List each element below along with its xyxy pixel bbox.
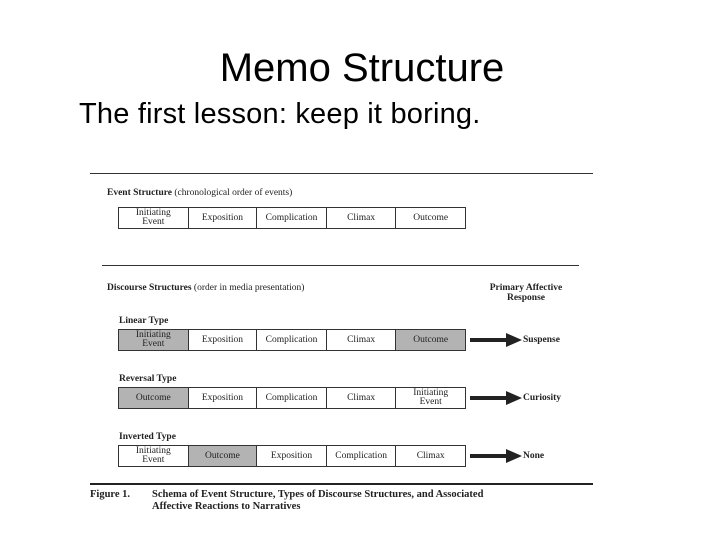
reversal-cell-1: Outcome <box>119 388 189 408</box>
event-cell-exposition: Exposition <box>189 208 258 228</box>
linear-cell-4: Climax <box>327 330 397 350</box>
event-cell-complication: Complication <box>257 208 327 228</box>
linear-cell-2: Exposition <box>189 330 258 350</box>
inverted-cell-5: Climax <box>416 450 445 461</box>
linear-response-suspense: Suspense <box>523 335 560 345</box>
discourse-structures-heading <box>107 282 304 294</box>
figure-caption-line1: Schema of Event Structure, Types of Discourse Structures, and Associated <box>152 489 484 500</box>
slide-subtitle: The first lesson: keep it boring. <box>79 98 481 130</box>
linear-cell-3: Complication <box>257 330 327 350</box>
discourse-structures-label: Discourse Structures <box>107 283 192 293</box>
inverted-cell-3: Exposition <box>257 446 327 466</box>
figure-top-rule <box>90 173 593 174</box>
inverted-cell-2: Outcome <box>189 446 258 466</box>
event-structure-note: (chronological order of events) <box>174 188 293 198</box>
event-structure-heading <box>107 187 292 199</box>
linear-type-label: Linear Type <box>119 316 169 326</box>
inverted-type-label: Inverted Type <box>119 432 176 442</box>
slide-title: Memo Structure <box>219 46 505 90</box>
figure-bottom-rule <box>90 483 593 485</box>
reversal-cell-5: Initiating Event <box>413 388 449 407</box>
reversal-type-row <box>118 387 466 409</box>
reversal-cell-3: Complication <box>257 388 327 408</box>
inverted-cell-4: Complication <box>327 446 397 466</box>
figure-caption-line2: Affective Reactions to Narratives <box>152 501 301 512</box>
event-cell-climax: Climax <box>327 208 397 228</box>
event-cell-outcome: Outcome <box>413 212 449 223</box>
inverted-arrow-icon <box>470 449 522 463</box>
linear-cell-5: Outcome <box>396 330 465 350</box>
linear-cell-1: Initiating Event <box>119 330 189 350</box>
figure-caption <box>90 489 600 513</box>
figure-caption-label: Figure 1. <box>90 489 131 500</box>
discourse-structures-note: (order in media presentation) <box>193 283 305 293</box>
section-divider-rule <box>102 265 579 266</box>
inverted-cell-1: Initiating Event <box>119 446 189 466</box>
reversal-response-curiosity: Curiosity <box>523 393 561 403</box>
reversal-type-label: Reversal Type <box>119 374 177 384</box>
reversal-cell-4: Climax <box>327 388 397 408</box>
event-structure-label: Event Structure <box>107 188 172 198</box>
reversal-arrow-icon <box>470 391 522 405</box>
reversal-cell-2: Exposition <box>189 388 258 408</box>
inverted-type-row <box>118 445 466 467</box>
inverted-response-none: None <box>523 451 545 461</box>
event-cell-initiating-event: Initiating Event <box>119 208 189 228</box>
primary-affective-response-header: Primary Affective Response <box>489 283 563 303</box>
linear-arrow-icon <box>470 333 522 347</box>
linear-type-row <box>118 329 466 351</box>
event-structure-row <box>118 207 466 229</box>
